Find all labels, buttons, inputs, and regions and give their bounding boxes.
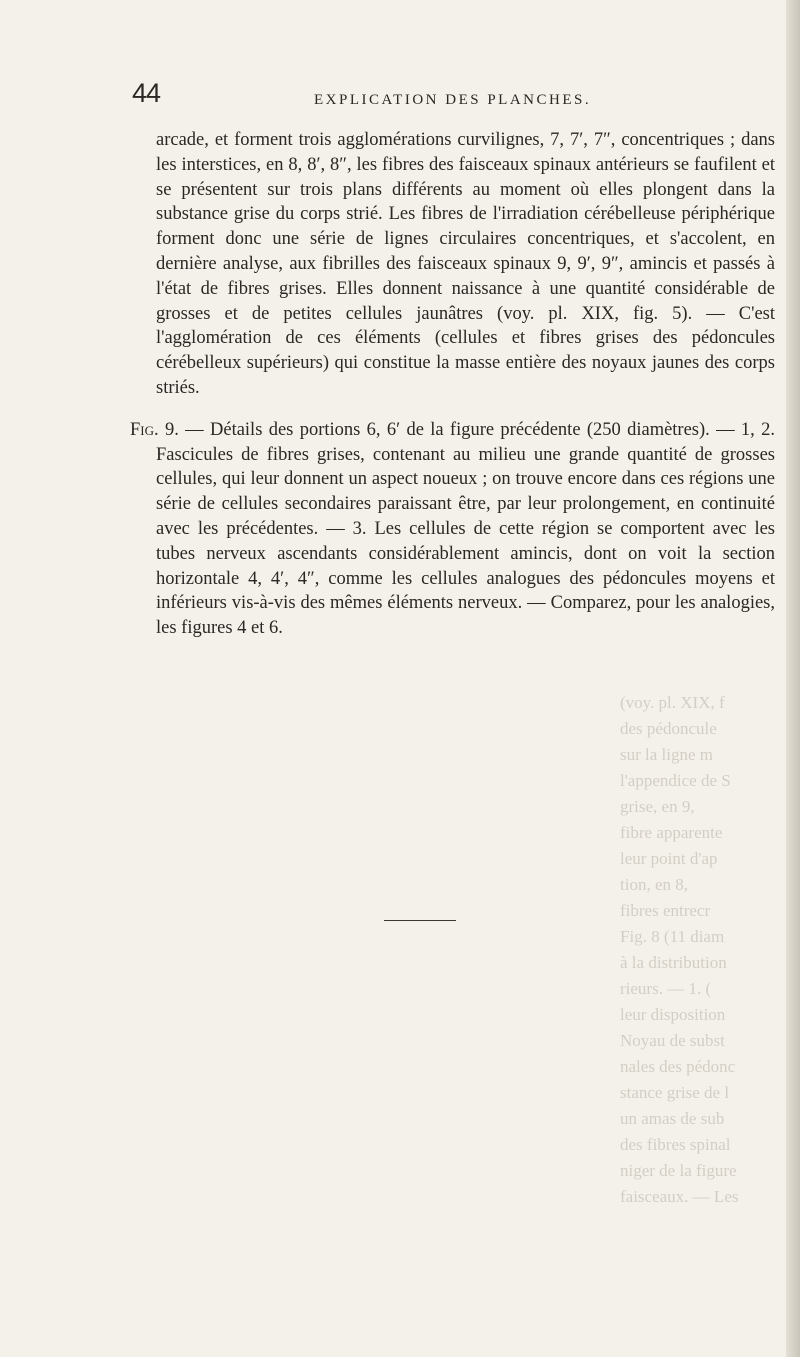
show-through-line: nales des pédonc [620,1057,736,1076]
show-through-line: l'appendice de S [620,771,731,790]
show-through-line: des pédoncule [620,719,717,738]
show-through-line: leur disposition [620,1005,726,1024]
show-through-line: sur la ligne m [620,745,714,764]
show-through-line: stance grise de l [620,1083,730,1102]
show-through-line: faisceaux. — Les [620,1187,739,1206]
show-through-line: rieurs. — 1. ( [620,979,712,998]
show-through-line: grise, en 9, [620,797,695,816]
show-through-line: Fig. 8 (11 diam [620,927,725,946]
paragraph-continuation: arcade, et forment trois agglomérations curvilignes, 7, 7′, 7″, concentriques ; dans les interstices, en 8, 8′, 8″, les fibres des faisceaux spinaux antérieurs se faufilent et se présentent sur trois plans différents au moment où elles plongent dans la substance grise du corps strié. Les fibres de l'irradiation cérébelleuse périphérique forment donc une série de lignes circulaires concentriques, et s'accolent, en dernière analyse, aux fibrilles des faisceaux spinaux 9, 9′, 9″, amincis et passés à l'état de fibres grises. Elles donnent naissance à une quantité considérable de grosses et de petites cellules jaunâtres (voy. pl. XIX, fig. 5). — C'est l'agglomération de ces éléments (cellules et fibres grises des pédoncules cérébelleux supérieurs) qui constitue la masse entière des noyaux jaunes des corps striés. [156,130,775,398]
page-header [132,78,592,118]
body-text [130,128,775,641]
figure-label: Fig. 9. [130,419,179,440]
running-title: EXPLICATION DES PLANCHES. [314,92,592,108]
show-through-line: à la distribution [620,953,727,972]
show-through-line: Noyau de subst [620,1031,725,1050]
section-separator [384,920,456,921]
show-through-line: tion, en 8, [620,875,688,894]
figure-description: — Détails des portions 6, 6′ de la figure précédente (250 diamètres). — 1, 2. Fascicules de fibres grises, contenant au milieu une grande quantité de grosses cellules, qui leur donnent un aspect noueux ; on trouve encore dans ces régions une série de cellules secondaires paraissant être, par leur prolongement, en continuité avec les précédentes. — 3. Les cellules de cette région se comportent avec les tubes nerveux ascendants considérablement amincis, dont on voit la section horizontale 4, 4′, 4″, comme les cellules analogues des pédoncules moyens et inférieurs vis-à-vis des mêmes éléments nerveux. — Comparez, pour les analogies, les figures 4 et 6. [156,419,776,639]
show-through-line: des fibres spinal [620,1135,731,1154]
page-edge [786,0,800,1357]
paragraph-fig-9 [130,418,775,641]
show-through-line: fibre apparente [620,823,723,842]
show-through-line: niger de la figure [620,1161,737,1180]
show-through-line: (voy. pl. XIX, f [620,693,725,712]
show-through-line: leur point d'ap [620,849,718,868]
show-through-text [620,690,770,1210]
show-through-line: un amas de sub [620,1109,725,1128]
page-number: 44 [132,78,161,108]
show-through-line: fibres entrecr [620,901,711,920]
